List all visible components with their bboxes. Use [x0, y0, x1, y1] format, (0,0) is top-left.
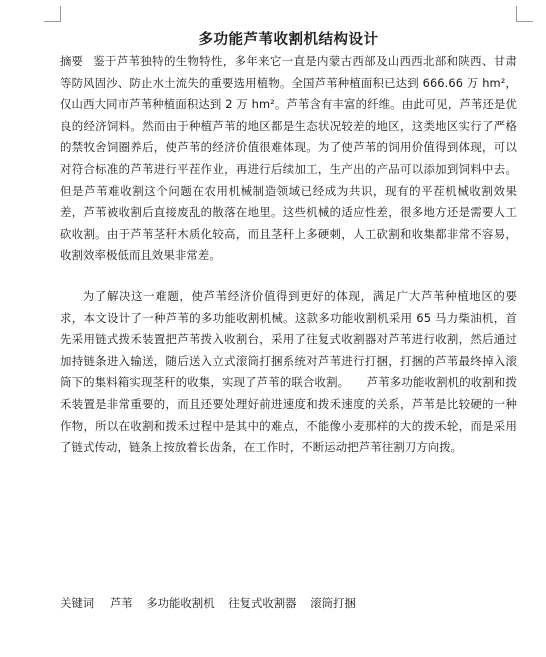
- introduction-paragraph: 为了解决这一难题，使芦苇经济价值得到更好的体现，满足广大芦苇种植地区的要求，本文设计了一种芦苇的多功能收割机械。这款多功能收割机采用 65 马力柴油机，首先采用链式拨禾装置把芦苇拨入收割台，采用了往复式收割器对芦苇进行收割，然后通过加持链条进入输送，随后送入立式滚筒打捆系统对芦苇进行打捆，打捆的芦苇最终掉入滚筒下的集料箱实现茎秆的收集，实现了芦苇的联合收割。 芦苇多功能收割机的收割和拨禾装置是非常重要的，而且还要处理好前进速度和拨禾速度的关系，芦苇是比较硬的一种作物，所以在收割和拨禾过程中是其中的难点，不能像小麦那样的大的拨禾轮，而是采用了链式传动，链条上按放着长齿条，在工作时，不断运动把芦苇往割刀方向拨。: [60, 289, 517, 455]
- abstract-label: 摘要: [60, 54, 83, 68]
- keyword-item: 芦苇: [109, 596, 133, 610]
- document-title: 多功能芦苇收割机结构设计: [198, 32, 379, 48]
- crop-mark-top-left-vertical: [60, 6, 61, 22]
- crop-mark-top-left-horizontal: [44, 21, 60, 22]
- crop-mark-top-right-vertical: [516, 6, 517, 22]
- crop-mark-top-right-horizontal: [517, 21, 533, 22]
- keywords-label: 关键词: [60, 596, 95, 610]
- keyword-item: 滚筒打捆: [310, 596, 356, 610]
- abstract-paragraph: [60, 51, 517, 267]
- keyword-item: 多功能收割机: [146, 596, 215, 610]
- keywords-line: [60, 594, 517, 612]
- keyword-item: 往复式收割器: [228, 596, 297, 610]
- abstract-text: 鉴于芦苇独特的生物特性，多年来它一直是内蒙古西部及山西西北部和陕西、甘肃等防风固沙、防止水土流失的重要选用植物。全国芦苇种植面积已达到 666.66 万 hm²，仅山西大同市芦苇种植面积达到 2 万 hm²。芦苇含有丰富的纤维。由此可见，芦苇还是优良的经济饲料。然而由于种植芦苇的地区都是生态状况较差的地区，这类地区实行了严格的禁牧舍饲圈养后，使芦苇的经济价值很难体现。为了使芦苇的饲用价值得到体现，可以对符合标准的芦苇进行平茬作业，再进行后续加工，生产出的产品可以添加到饲料中去。但是芦苇难收割这个问题在农用机械制造领域已经成为共识，现有的平茬机械收割效果差，芦苇被收割后直接废乱的散落在地里。这些机械的适应性差，很多地方还是需要人工砍收割。由于芦苇茎秆木质化较高，而且茎秆上多硬刺，人工砍割和收集都非常不容易，收割效率极低而且效果非常差。: [60, 54, 517, 263]
